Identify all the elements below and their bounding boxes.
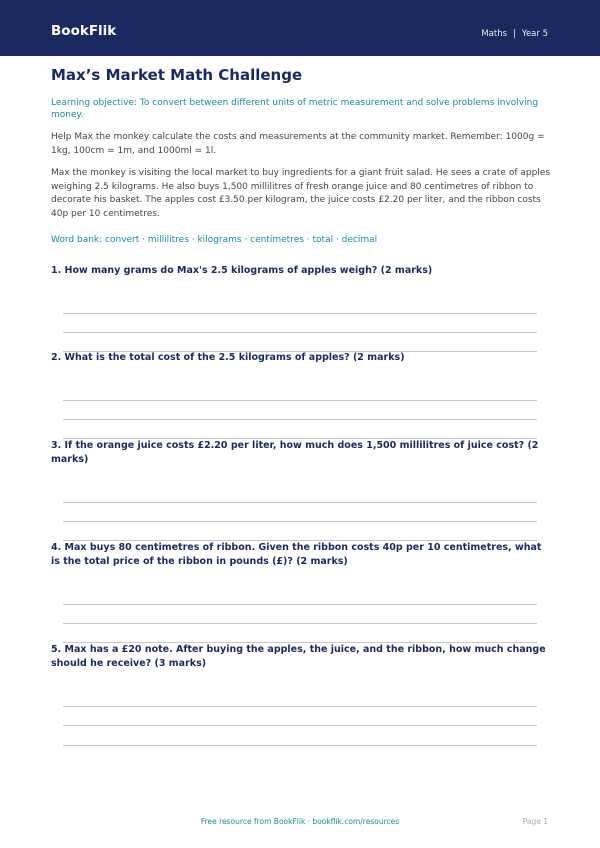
footer-source: Free resource from BookFlik · bookflik.com/resources [200, 817, 400, 826]
page-header [0, 0, 600, 56]
page-number: Page 1 [522, 817, 548, 826]
answer-line[interactable] [63, 521, 537, 522]
question-1: 1. How many grams do Max's 2.5 kilograms of apples weigh? (2 marks) [51, 265, 433, 276]
answer-line[interactable] [63, 604, 537, 605]
answer-line[interactable] [63, 332, 537, 333]
brand-logo: BookFlik [51, 23, 117, 39]
question-4: 4. Max buys 80 centimetres of ribbon. Given the ribbon costs 40p per 10 centimetres, what is the total price of the ribbon in pounds (£)? (2 marks) [51, 542, 542, 567]
answer-line[interactable] [63, 502, 537, 503]
question-3: 3. If the orange juice costs £2.20 per liter, how much does 1,500 millilitres of juice cost? (2 marks) [51, 440, 539, 465]
page-title: Max’s Market Math Challenge [51, 66, 303, 84]
header-meta [481, 29, 548, 39]
intro-paragraph: Help Max the monkey calculate the costs and measurements at the community market. Remember: 1000g = 1kg, 100cm = 1m, and 1000ml = 1l. [51, 132, 545, 156]
subject-label: Maths [481, 29, 508, 39]
answer-line[interactable] [63, 706, 537, 707]
story-paragraph: Max the monkey is visiting the local market to buy ingredients for a giant fruit salad. He sees a crate of apples weighing 2.5 kilograms. He also buys 1,500 millilitres of fresh orange juice and 80 centimetres of ribbon to decorate his basket. The apples cost £3.50 per kilogram, the juice costs £2.20 per liter, and the ribbon costs 40p per 10 centimetres. [51, 168, 551, 219]
meta-separator: | [513, 29, 516, 39]
year-label: Year 5 [521, 29, 548, 39]
question-2: 2. What is the total cost of the 2.5 kilograms of apples? (2 marks) [51, 352, 405, 363]
answer-line[interactable] [63, 745, 537, 746]
answer-line[interactable] [63, 313, 537, 314]
answer-line[interactable] [63, 623, 537, 624]
learning-objective: Learning objective: To convert between different units of metric measurement and solve problems involving money. [51, 98, 539, 120]
answer-line[interactable] [63, 400, 537, 401]
answer-line[interactable] [63, 725, 537, 726]
question-5: 5. Max has a £20 note. After buying the apples, the juice, and the ribbon, how much change should he receive? (3 marks) [51, 644, 546, 669]
word-bank: Word bank: convert · millilitres · kilograms · centimetres · total · decimal [51, 235, 378, 245]
answer-line[interactable] [63, 419, 537, 420]
